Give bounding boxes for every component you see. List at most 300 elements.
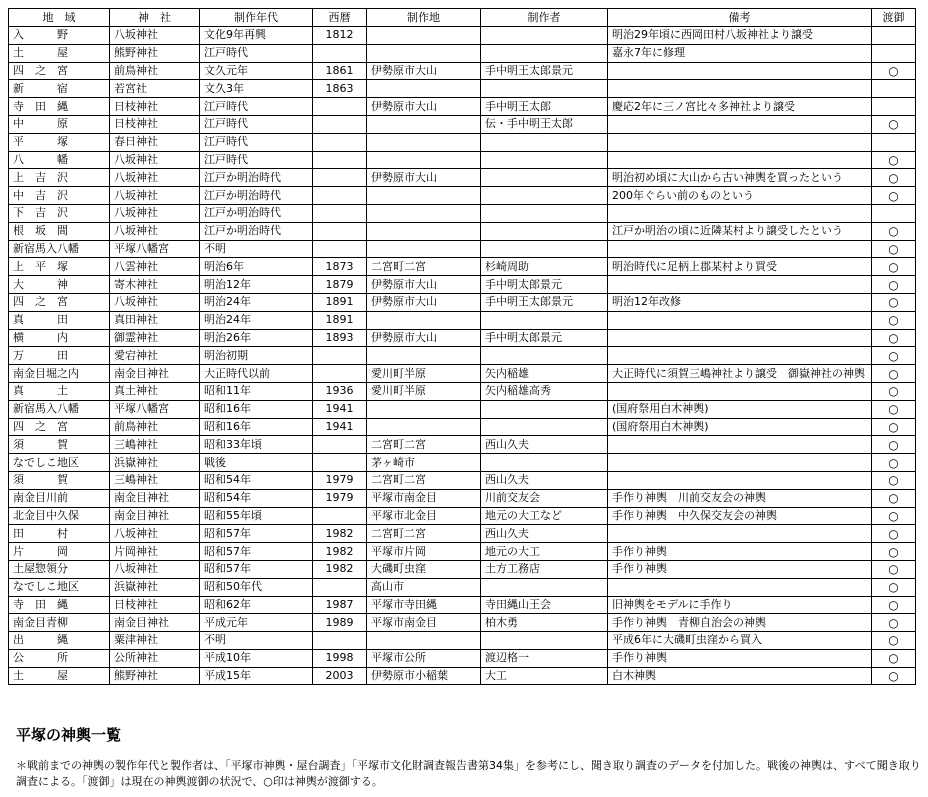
table-row	[9, 525, 916, 543]
cell-year: 1982	[313, 525, 367, 543]
cell-note: 明治時代に足柄上郡某村より買受	[608, 258, 872, 276]
cell-place: 伊勢原市大山	[367, 98, 481, 116]
cell-era: 昭和33年頃	[200, 436, 313, 454]
table-row	[9, 293, 916, 311]
table-row	[9, 400, 916, 418]
cell-year: 1998	[313, 649, 367, 667]
cell-maker: 地元の大工など	[481, 507, 608, 525]
cell-maker: 西山久夫	[481, 525, 608, 543]
cell-note: 慶応2年に三ノ宮比々多神社より譲受	[608, 98, 872, 116]
cell-place	[367, 27, 481, 45]
column-header-place: 制作地	[367, 9, 481, 27]
cell-area: 南金目川前	[9, 489, 110, 507]
cell-procession-mark	[872, 80, 916, 98]
cell-maker: 西山久夫	[481, 471, 608, 489]
cell-era: 江戸か明治時代	[200, 222, 313, 240]
cell-note: 白木神輿	[608, 667, 872, 685]
cell-place: 二宮町二宮	[367, 258, 481, 276]
cell-shrine: 八雲神社	[110, 258, 200, 276]
cell-maker: 手中明太郎景元	[481, 276, 608, 294]
cell-year	[313, 347, 367, 365]
cell-shrine: 浜嶽神社	[110, 578, 200, 596]
table-row	[9, 329, 916, 347]
cell-shrine: 愛宕神社	[110, 347, 200, 365]
cell-place	[367, 151, 481, 169]
cell-area: 新宿馬入八幡	[9, 400, 110, 418]
cell-place: 伊勢原市大山	[367, 62, 481, 80]
cell-era: 昭和57年	[200, 560, 313, 578]
cell-shrine: 熊野神社	[110, 44, 200, 62]
cell-note	[608, 276, 872, 294]
cell-note	[608, 115, 872, 133]
cell-year: 1979	[313, 471, 367, 489]
cell-maker: 土方工務店	[481, 560, 608, 578]
cell-area: 須 賀	[9, 471, 110, 489]
table-row	[9, 98, 916, 116]
cell-procession-mark	[872, 98, 916, 116]
cell-place	[367, 204, 481, 222]
cell-place: 平塚市南金目	[367, 614, 481, 632]
cell-maker	[481, 133, 608, 151]
cell-note	[608, 311, 872, 329]
cell-place: 平塚市公所	[367, 649, 481, 667]
cell-procession-mark: ○	[872, 400, 916, 418]
cell-shrine: 八坂神社	[110, 187, 200, 205]
table-row	[9, 169, 916, 187]
cell-area: 土 屋	[9, 44, 110, 62]
cell-shrine: 日枝神社	[110, 98, 200, 116]
cell-area: 根 坂 間	[9, 222, 110, 240]
cell-procession-mark: ○	[872, 418, 916, 436]
cell-era: 不明	[200, 240, 313, 258]
cell-maker	[481, 222, 608, 240]
cell-place: 平塚市北金目	[367, 507, 481, 525]
cell-shrine: 八坂神社	[110, 169, 200, 187]
table-row	[9, 222, 916, 240]
cell-era: 昭和11年	[200, 382, 313, 400]
cell-area: 万 田	[9, 347, 110, 365]
cell-year	[313, 507, 367, 525]
table-row	[9, 187, 916, 205]
cell-note: 平成6年に大磯町虫窪から買入	[608, 632, 872, 650]
cell-year: 2003	[313, 667, 367, 685]
cell-place: 伊勢原市大山	[367, 169, 481, 187]
cell-procession-mark: ○	[872, 543, 916, 561]
cell-maker	[481, 311, 608, 329]
cell-era: 文久元年	[200, 62, 313, 80]
cell-note: (国府祭用白木神輿)	[608, 418, 872, 436]
cell-maker: 西山久夫	[481, 436, 608, 454]
cell-place: 平塚市寺田縄	[367, 596, 481, 614]
cell-era: 大正時代以前	[200, 365, 313, 383]
cell-area: 南金目堀之内	[9, 365, 110, 383]
cell-shrine: 日枝神社	[110, 596, 200, 614]
cell-shrine: 八坂神社	[110, 293, 200, 311]
table-row	[9, 311, 916, 329]
cell-area: 須 賀	[9, 436, 110, 454]
cell-shrine: 南金目神社	[110, 507, 200, 525]
cell-year: 1941	[313, 400, 367, 418]
table-row	[9, 133, 916, 151]
cell-note	[608, 525, 872, 543]
table-row	[9, 365, 916, 383]
cell-shrine: 八坂神社	[110, 222, 200, 240]
cell-maker	[481, 632, 608, 650]
table-row	[9, 151, 916, 169]
table-row	[9, 489, 916, 507]
table-row	[9, 560, 916, 578]
table-row	[9, 596, 916, 614]
cell-shrine: 八坂神社	[110, 525, 200, 543]
cell-shrine: 片岡神社	[110, 543, 200, 561]
cell-procession-mark: ○	[872, 222, 916, 240]
cell-procession-mark: ○	[872, 62, 916, 80]
cell-procession-mark: ○	[872, 365, 916, 383]
cell-era: 明治12年	[200, 276, 313, 294]
cell-place: 平塚市片岡	[367, 543, 481, 561]
cell-shrine: 前鳥神社	[110, 62, 200, 80]
cell-shrine: 南金目神社	[110, 365, 200, 383]
cell-place	[367, 400, 481, 418]
cell-place	[367, 311, 481, 329]
cell-maker: 杉崎周助	[481, 258, 608, 276]
cell-area: 中 吉 沢	[9, 187, 110, 205]
cell-shrine: 八坂神社	[110, 204, 200, 222]
cell-maker: 川前交友会	[481, 489, 608, 507]
cell-procession-mark: ○	[872, 436, 916, 454]
cell-era: 昭和16年	[200, 418, 313, 436]
cell-maker: 大工	[481, 667, 608, 685]
cell-note: 旧神輿をモデルに手作り	[608, 596, 872, 614]
table-row	[9, 80, 916, 98]
cell-place: 二宮町二宮	[367, 471, 481, 489]
cell-maker: 手中明太郎景元	[481, 329, 608, 347]
cell-note: 手作り神輿 中久保交友会の神輿	[608, 507, 872, 525]
cell-year: 1863	[313, 80, 367, 98]
cell-procession-mark	[872, 204, 916, 222]
cell-procession-mark	[872, 44, 916, 62]
column-header-era: 制作年代	[200, 9, 313, 27]
column-header-procession: 渡御	[872, 9, 916, 27]
cell-era: 昭和54年	[200, 471, 313, 489]
cell-place	[367, 133, 481, 151]
cell-procession-mark: ○	[872, 151, 916, 169]
cell-place: 伊勢原市大山	[367, 329, 481, 347]
cell-area: 大 神	[9, 276, 110, 294]
cell-era: 江戸時代	[200, 115, 313, 133]
cell-procession-mark: ○	[872, 596, 916, 614]
table-row	[9, 240, 916, 258]
cell-year	[313, 187, 367, 205]
cell-year: 1861	[313, 62, 367, 80]
cell-procession-mark: ○	[872, 667, 916, 685]
footnote: ＊戦前までの神輿の製作年代と製作者は、「平塚市神輿・屋台調査」「平塚市文化財調査報告書第34集」を参考にし、聞き取り調査のデータを付加した。戦後の神輿は、すべて聞き取り調査による。「渡御」は現在の神輿渡御の状況で、○印は神輿が渡御する。	[16, 759, 921, 788]
cell-year	[313, 578, 367, 596]
cell-era: 江戸時代	[200, 151, 313, 169]
cell-note: 200年ぐらい前のものという	[608, 187, 872, 205]
cell-place	[367, 80, 481, 98]
cell-place: 二宮町二宮	[367, 525, 481, 543]
cell-year: 1891	[313, 311, 367, 329]
cell-year: 1936	[313, 382, 367, 400]
cell-shrine: 三嶋神社	[110, 436, 200, 454]
cell-place	[367, 632, 481, 650]
cell-place	[367, 418, 481, 436]
cell-area: 出 縄	[9, 632, 110, 650]
cell-note: (国府祭用白木神輿)	[608, 400, 872, 418]
cell-area: 入 野	[9, 27, 110, 45]
table-row	[9, 115, 916, 133]
cell-maker: 柏木勇	[481, 614, 608, 632]
cell-place	[367, 187, 481, 205]
cell-era: 戦後	[200, 454, 313, 472]
cell-year: 1987	[313, 596, 367, 614]
cell-maker	[481, 400, 608, 418]
cell-shrine: 三嶋神社	[110, 471, 200, 489]
cell-year: 1893	[313, 329, 367, 347]
cell-procession-mark: ○	[872, 525, 916, 543]
table-row	[9, 632, 916, 650]
cell-note: 手作り神輿	[608, 649, 872, 667]
cell-era: 昭和57年	[200, 525, 313, 543]
cell-area: なでしこ地区	[9, 578, 110, 596]
cell-maker	[481, 151, 608, 169]
cell-place: 伊勢原市小稲葉	[367, 667, 481, 685]
cell-area: 田 村	[9, 525, 110, 543]
cell-area: 土 屋	[9, 667, 110, 685]
cell-place: 伊勢原市大山	[367, 293, 481, 311]
cell-era: 昭和62年	[200, 596, 313, 614]
cell-maker	[481, 80, 608, 98]
cell-note	[608, 436, 872, 454]
cell-note	[608, 80, 872, 98]
cell-procession-mark: ○	[872, 614, 916, 632]
cell-area: 北金目中久保	[9, 507, 110, 525]
cell-area: 四 之 宮	[9, 62, 110, 80]
table-row	[9, 614, 916, 632]
cell-procession-mark: ○	[872, 649, 916, 667]
table-row	[9, 436, 916, 454]
cell-maker	[481, 44, 608, 62]
cell-era: 昭和57年	[200, 543, 313, 561]
column-header-year: 西暦	[313, 9, 367, 27]
cell-note	[608, 471, 872, 489]
cell-note	[608, 204, 872, 222]
cell-procession-mark: ○	[872, 454, 916, 472]
cell-shrine: 南金目神社	[110, 614, 200, 632]
cell-area: なでしこ地区	[9, 454, 110, 472]
cell-note	[608, 240, 872, 258]
cell-note: 手作り神輿	[608, 560, 872, 578]
cell-era: 文久3年	[200, 80, 313, 98]
cell-shrine: 八坂神社	[110, 151, 200, 169]
cell-note: 嘉永7年に修理	[608, 44, 872, 62]
cell-era: 江戸時代	[200, 98, 313, 116]
cell-note	[608, 133, 872, 151]
cell-area: 真 田	[9, 311, 110, 329]
cell-procession-mark: ○	[872, 578, 916, 596]
table-row	[9, 667, 916, 685]
cell-procession-mark: ○	[872, 258, 916, 276]
cell-note: 明治29年頃に西岡田村八坂神社より譲受	[608, 27, 872, 45]
cell-place	[367, 115, 481, 133]
cell-year: 1891	[313, 293, 367, 311]
cell-maker	[481, 578, 608, 596]
cell-maker: 地元の大工	[481, 543, 608, 561]
cell-note	[608, 329, 872, 347]
cell-maker: 伝・手中明王太郎	[481, 115, 608, 133]
cell-procession-mark: ○	[872, 507, 916, 525]
cell-area: 下 吉 沢	[9, 204, 110, 222]
cell-place	[367, 347, 481, 365]
cell-era: 昭和50年代	[200, 578, 313, 596]
cell-year	[313, 169, 367, 187]
cell-maker: 手中明王太郎景元	[481, 293, 608, 311]
cell-procession-mark	[872, 27, 916, 45]
cell-area: 片 岡	[9, 543, 110, 561]
cell-maker	[481, 169, 608, 187]
cell-era: 江戸か明治時代	[200, 169, 313, 187]
cell-area: 新 宿	[9, 80, 110, 98]
table-row	[9, 543, 916, 561]
cell-procession-mark: ○	[872, 471, 916, 489]
cell-era: 江戸時代	[200, 44, 313, 62]
cell-year	[313, 222, 367, 240]
cell-era: 江戸か明治時代	[200, 187, 313, 205]
cell-era: 明治6年	[200, 258, 313, 276]
cell-maker: 手中明王太郎景元	[481, 62, 608, 80]
cell-shrine: 平塚八幡宮	[110, 400, 200, 418]
cell-maker: 渡辺格一	[481, 649, 608, 667]
cell-area: 四 之 宮	[9, 418, 110, 436]
cell-shrine: 春日神社	[110, 133, 200, 151]
cell-era: 明治24年	[200, 293, 313, 311]
cell-area: 新宿馬入八幡	[9, 240, 110, 258]
cell-procession-mark: ○	[872, 347, 916, 365]
cell-shrine: 八坂神社	[110, 27, 200, 45]
cell-procession-mark: ○	[872, 632, 916, 650]
cell-shrine: 平塚八幡宮	[110, 240, 200, 258]
column-header-shrine: 神 社	[110, 9, 200, 27]
cell-year	[313, 365, 367, 383]
cell-area: 中 原	[9, 115, 110, 133]
cell-maker: 矢内稲雄高秀	[481, 382, 608, 400]
cell-year: 1979	[313, 489, 367, 507]
cell-year	[313, 454, 367, 472]
table-row	[9, 454, 916, 472]
cell-era: 平成15年	[200, 667, 313, 685]
cell-shrine: 粟津神社	[110, 632, 200, 650]
cell-year	[313, 133, 367, 151]
cell-note: 手作り神輿	[608, 543, 872, 561]
cell-year: 1941	[313, 418, 367, 436]
cell-procession-mark: ○	[872, 293, 916, 311]
cell-maker	[481, 204, 608, 222]
cell-procession-mark: ○	[872, 382, 916, 400]
cell-maker	[481, 454, 608, 472]
cell-shrine: 八坂神社	[110, 560, 200, 578]
cell-shrine: 前鳥神社	[110, 418, 200, 436]
cell-procession-mark: ○	[872, 187, 916, 205]
table-row	[9, 276, 916, 294]
cell-area: 四 之 宮	[9, 293, 110, 311]
table-row	[9, 204, 916, 222]
cell-procession-mark: ○	[872, 489, 916, 507]
cell-shrine: 寄木神社	[110, 276, 200, 294]
column-header-note: 備考	[608, 9, 872, 27]
cell-procession-mark: ○	[872, 169, 916, 187]
cell-procession-mark: ○	[872, 329, 916, 347]
table-row	[9, 471, 916, 489]
cell-maker	[481, 347, 608, 365]
cell-year	[313, 98, 367, 116]
cell-area: 南金目青柳	[9, 614, 110, 632]
cell-shrine: 若宮社	[110, 80, 200, 98]
cell-era: 昭和55年頃	[200, 507, 313, 525]
table-row	[9, 347, 916, 365]
cell-area: 真 土	[9, 382, 110, 400]
cell-note: 明治初め頃に大山から古い神輿を買ったという	[608, 169, 872, 187]
cell-era: 昭和54年	[200, 489, 313, 507]
cell-note	[608, 347, 872, 365]
cell-note	[608, 454, 872, 472]
cell-shrine: 南金目神社	[110, 489, 200, 507]
cell-era: 江戸時代	[200, 133, 313, 151]
cell-procession-mark	[872, 133, 916, 151]
cell-note	[608, 151, 872, 169]
table-row	[9, 578, 916, 596]
cell-year	[313, 151, 367, 169]
cell-maker	[481, 187, 608, 205]
cell-procession-mark: ○	[872, 311, 916, 329]
cell-note: 明治12年改修	[608, 293, 872, 311]
cell-era: 昭和16年	[200, 400, 313, 418]
cell-era: 不明	[200, 632, 313, 650]
cell-procession-mark: ○	[872, 240, 916, 258]
cell-shrine: 公所神社	[110, 649, 200, 667]
cell-place: 二宮町二宮	[367, 436, 481, 454]
cell-place: 愛川町半原	[367, 382, 481, 400]
cell-era: 平成元年	[200, 614, 313, 632]
cell-year	[313, 44, 367, 62]
cell-area: 寺 田 縄	[9, 98, 110, 116]
cell-note	[608, 578, 872, 596]
cell-year	[313, 115, 367, 133]
omikoshi-table	[8, 8, 916, 685]
table-row	[9, 62, 916, 80]
cell-place: 高山市	[367, 578, 481, 596]
table-row	[9, 507, 916, 525]
table-row	[9, 258, 916, 276]
cell-maker: 寺田縄山王会	[481, 596, 608, 614]
column-header-maker: 制作者	[481, 9, 608, 27]
cell-era: 文化9年再興	[200, 27, 313, 45]
cell-procession-mark: ○	[872, 560, 916, 578]
cell-year: 1982	[313, 560, 367, 578]
cell-era: 江戸か明治時代	[200, 204, 313, 222]
cell-maker	[481, 418, 608, 436]
cell-era: 平成10年	[200, 649, 313, 667]
cell-era: 明治26年	[200, 329, 313, 347]
cell-note: 手作り神輿 青柳自治会の神輿	[608, 614, 872, 632]
cell-maker	[481, 240, 608, 258]
cell-note: 江戸か明治の頃に近隣某村より譲受したという	[608, 222, 872, 240]
cell-year	[313, 632, 367, 650]
cell-area: 寺 田 縄	[9, 596, 110, 614]
cell-place	[367, 240, 481, 258]
cell-era: 明治初期	[200, 347, 313, 365]
cell-year: 1989	[313, 614, 367, 632]
